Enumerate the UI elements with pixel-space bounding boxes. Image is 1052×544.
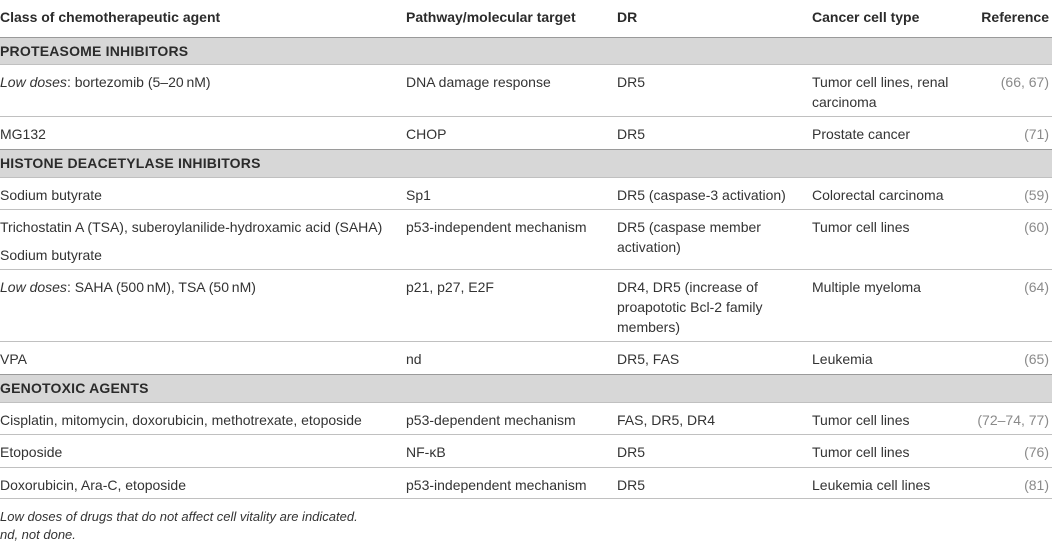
dr-cell: FAS, DR5, DR4	[617, 412, 716, 428]
cell-type-cell: Tumor cell lines	[812, 412, 910, 428]
cell-type-cell: Colorectal carcinoma	[812, 187, 944, 203]
dr-cell: DR5 (caspase member activation)	[617, 219, 761, 255]
reference-cell: (72–74, 77)	[977, 412, 1049, 428]
reference-cell: (81)	[1024, 477, 1049, 493]
pathway-cell: DNA damage response	[406, 74, 551, 90]
table-row	[0, 64, 1052, 116]
dr-cell: DR5	[617, 126, 646, 142]
table-header-row	[0, 0, 1052, 37]
agent-cell: VPA	[0, 351, 27, 367]
footnote-nd: nd, not done.	[0, 527, 76, 542]
cell-type-cell: Multiple myeloma	[812, 279, 921, 295]
pathway-cell: Sp1	[406, 187, 431, 203]
cell-type-cell: Tumor cell lines	[812, 444, 910, 460]
agent-cell: Cisplatin, mitomycin, doxorubicin, methotrexate, etoposide	[0, 412, 362, 428]
dr-cell: DR5	[617, 444, 646, 460]
dr-cell: DR4, DR5 (increase of proapototic Bcl-2 family members)	[617, 279, 763, 335]
reference-cell: (66, 67)	[1000, 74, 1049, 90]
cell-type-cell: Leukemia	[812, 351, 873, 367]
reference-cell: (64)	[1024, 279, 1049, 295]
agent-cell: Doxorubicin, Ara-C, etoposide	[0, 477, 186, 493]
reference-cell: (60)	[1024, 219, 1049, 235]
header-class: Class of chemotherapeutic agent	[0, 9, 221, 25]
pathway-cell: p53-dependent mechanism	[406, 412, 576, 428]
table-row	[0, 177, 1052, 209]
dr-cell: DR5	[617, 74, 646, 90]
pathway-cell: p21, p27, E2F	[406, 279, 494, 295]
dr-cell: DR5	[617, 477, 646, 493]
section-title: GENOTOXIC AGENTS	[0, 380, 149, 396]
pathway-cell: nd	[406, 351, 422, 367]
cell-type-cell: Tumor cell lines, renal carcinoma	[812, 74, 949, 110]
table-row	[0, 209, 1052, 269]
section-title: PROTEASOME INHIBITORS	[0, 43, 189, 59]
table-row	[0, 434, 1052, 467]
cell-type-cell: Prostate cancer	[812, 126, 911, 142]
cell-type-cell: Tumor cell lines	[812, 219, 910, 235]
reference-cell: (71)	[1024, 126, 1049, 142]
agent-cell	[0, 217, 395, 265]
agent-prefix: Low doses	[0, 279, 67, 295]
table-row	[0, 116, 1052, 149]
agent-line-2: Sodium butyrate	[0, 247, 102, 263]
table-row	[0, 269, 1052, 341]
table-row	[0, 467, 1052, 499]
section-header-genotoxic	[0, 374, 1052, 402]
reference-cell: (76)	[1024, 444, 1049, 460]
agent-cell	[0, 72, 395, 92]
agent-cell: MG132	[0, 126, 46, 142]
reference-cell: (59)	[1024, 187, 1049, 203]
header-cell-type: Cancer cell type	[812, 9, 920, 25]
agent-text: : SAHA (500 nM), TSA (50 nM)	[66, 279, 256, 295]
table-footnotes	[0, 508, 358, 544]
agent-line-1: Trichostatin A (TSA), suberoylanilide-hydroxamic acid (SAHA)	[0, 219, 383, 235]
pathway-cell: p53-independent mechanism	[406, 477, 587, 493]
section-header-hdac	[0, 149, 1052, 177]
agent-cell	[0, 277, 395, 297]
table-row	[0, 341, 1052, 374]
pathway-cell: NF-κB	[406, 444, 446, 460]
agent-cell: Etoposide	[0, 444, 63, 460]
cell-type-cell: Leukemia cell lines	[812, 477, 931, 493]
section-title: HISTONE DEACETYLASE INHIBITORS	[0, 155, 261, 171]
agent-cell: Sodium butyrate	[0, 187, 102, 203]
header-dr: DR	[617, 9, 638, 25]
table-row	[0, 402, 1052, 434]
agent-prefix: Low doses	[0, 74, 67, 90]
footnote-low-doses: Low doses of drugs that do not affect cell vitality are indicated.	[0, 509, 358, 524]
pathway-cell: p53-independent mechanism	[406, 219, 587, 235]
agent-text: : bortezomib (5–20 nM)	[66, 74, 211, 90]
header-pathway: Pathway/molecular target	[406, 9, 576, 25]
dr-cell: DR5, FAS	[617, 351, 680, 367]
section-header-proteasome	[0, 37, 1052, 64]
header-reference: Reference	[981, 9, 1049, 25]
dr-cell: DR5 (caspase-3 activation)	[617, 187, 786, 203]
reference-cell: (65)	[1024, 351, 1049, 367]
pathway-cell: CHOP	[406, 126, 447, 142]
